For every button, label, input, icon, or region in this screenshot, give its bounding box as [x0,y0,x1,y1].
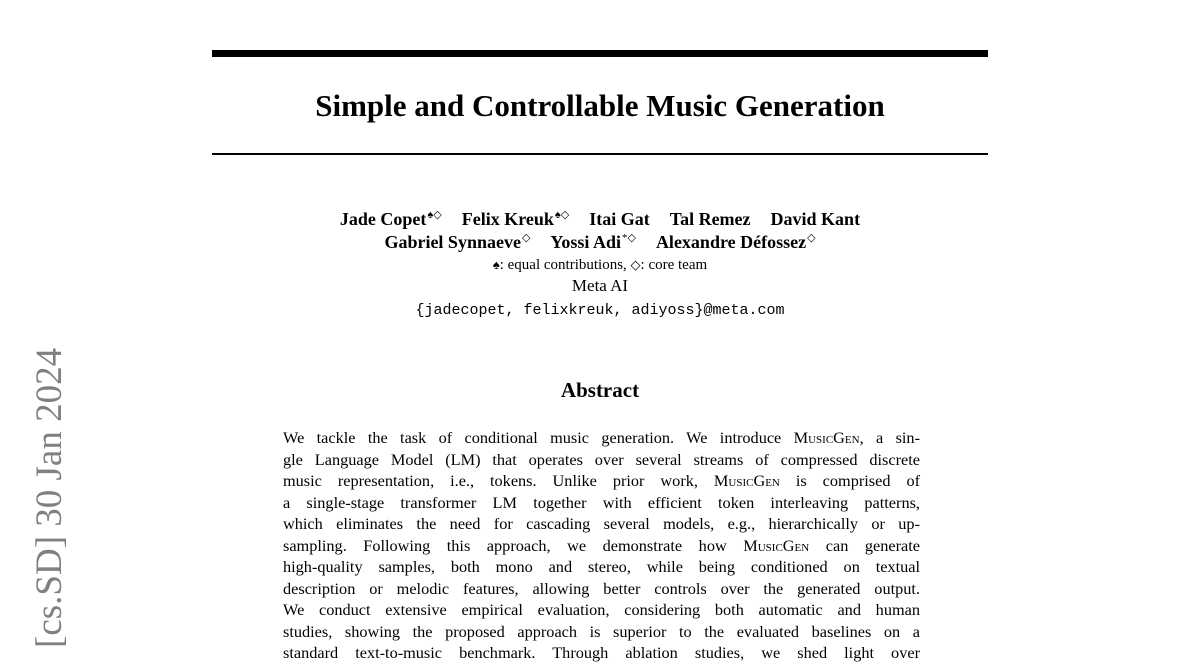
abstract-text: studies, showing the proposed approach is superior to the evaluated baselines on a [283,621,920,641]
abstract-line [283,513,920,535]
author-name [670,208,751,230]
abstract-line [283,427,920,449]
author-name-text: Gabriel Synnaeve [384,232,521,252]
author-affiliation-marks: *◇ [621,232,636,244]
author-name-text: Tal Remez [669,209,751,229]
abstract-text: which eliminates the need for cascading several models, e.g., hierarchically or up- [283,514,920,533]
abstract-line [283,492,920,514]
abstract-line [283,642,920,664]
abstract-heading: Abstract [560,378,640,402]
author-name [771,208,861,230]
author-name-text: Jade Copet [339,209,427,229]
author-affiliation-marks: ◇ [521,232,531,244]
core-team-text: : core team [640,257,708,273]
author-name-text: Itai Gat [589,209,650,229]
model-name-smallcaps: MusicGen [713,471,780,490]
abstract-line [283,449,920,471]
model-name-smallcaps: MusicGen [793,428,860,447]
abstract-line [283,578,920,600]
author-name-text: David Kant [770,209,861,229]
spade-symbol: ♠ [492,257,500,272]
author-name [340,208,442,230]
abstract-text: a single-stage transformer LM together with efficient token interleaving patterns, [283,492,920,512]
author-name [384,231,530,253]
abstract-text: is comprised of [779,471,921,490]
author-affiliation-marks: ♠◇ [554,209,570,221]
author-affiliation-marks: ◇ [807,232,816,244]
abstract-text: sampling. Following this approach, we demonstrate how [283,535,744,555]
author-name [656,231,816,253]
abstract-text: We tackle the task of conditional music generation. We introduce [283,428,794,447]
abstract-text: gle Language Model (LM) that operates over several streams of compressed discrete [283,449,920,469]
paper-title: Simple and Controllable Music Generation [315,88,885,123]
title-bottom-rule [212,153,988,155]
author-emails: {jadecopet, felixkreuk, adiyoss}@meta.com [415,302,785,319]
author-name [462,208,569,230]
abstract-text: high-quality samples, both mono and stereo, while being conditioned on textual [283,557,920,576]
author-list-line-2 [212,231,988,253]
abstract-text: description or melodic features, allowing better controls over the generated output. [283,578,920,598]
author-name-text: Alexandre Défossez [655,232,807,252]
author-affiliation-marks: ♠◇ [427,209,442,221]
abstract-line [283,621,920,643]
abstract-text: We conduct extensive empirical evaluation, considering both automatic and human [283,600,920,619]
arxiv-identifier-stamp: [cs.SD] 30 Jan 2024 [29,347,70,648]
organization: Meta AI [571,276,629,295]
author-list-line-1 [212,208,988,230]
author-name [550,231,636,253]
abstract-text: , a sin- [859,428,920,447]
abstract-line [283,599,920,621]
abstract-line [283,535,920,557]
abstract-line [283,556,920,578]
contribution-note [212,255,988,275]
abstract-line [283,470,920,492]
model-name-smallcaps: MusicGen [743,535,810,555]
diamond-symbol: ◇ [630,257,641,272]
title-top-rule [212,50,988,57]
abstract-text: standard text-to-music benchmark. Through ablation studies, we shed light over [283,643,920,662]
abstract-body [283,427,920,664]
author-name [589,208,650,230]
equal-contribution-text: : equal contributions, [499,257,631,273]
abstract-text: can generate [809,535,920,555]
author-name-text: Yossi Adi [550,232,621,252]
author-name-text: Felix Kreuk [461,209,554,229]
abstract-text: music representation, i.e., tokens. Unlike prior work, [283,471,714,490]
